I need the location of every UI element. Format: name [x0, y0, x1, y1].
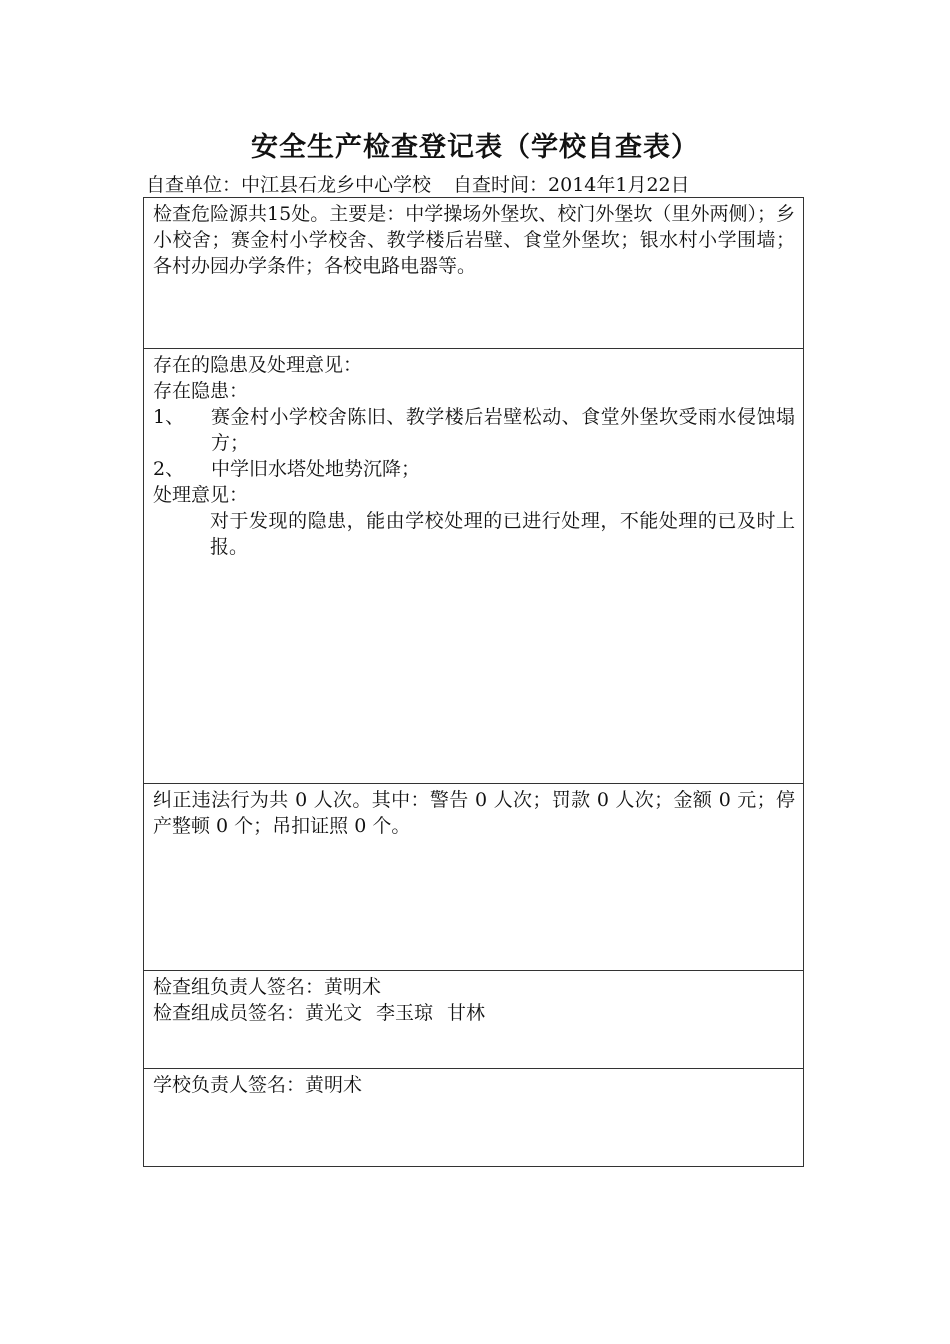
violations-cell	[144, 784, 803, 971]
hazard-item	[153, 456, 795, 482]
member-name: 黄光文	[305, 1002, 363, 1024]
hazard-item	[153, 404, 795, 456]
member-name: 李玉琼	[376, 1002, 434, 1024]
inspection-members-signature	[153, 1000, 795, 1026]
members-label: 检查组成员签名：	[153, 1002, 306, 1024]
violations-text: 纠正违法行为共 0 人次。其中：警告 0 人次；罚款 0 人次；金额 0 元；停产整顿 0 个；吊扣证照 0 个。	[153, 789, 795, 837]
hazard-item-number: 1、	[153, 406, 185, 428]
hazard-sources-cell	[144, 198, 803, 349]
hazard-item-text: 赛金村小学校舍陈旧、教学楼后岩壁松动、食堂外堡坎受雨水侵蚀塌方；	[211, 406, 795, 454]
hazard-sources-text: 检查危险源共15处。主要是：中学操场外堡坎、校门外堡坎（里外两侧）；乡小校舍；赛金村小学校舍、教学楼后岩壁、食堂外堡坎；银水村小学围墙；各村办园办学条件；各校电路电器等。	[153, 203, 795, 277]
hazard-item-text: 中学旧水塔处地势沉降；	[211, 458, 421, 480]
hazards-subheading: 存在隐患：	[153, 380, 249, 402]
header-meta	[146, 173, 690, 197]
member-name: 甘林	[447, 1002, 486, 1024]
inspectors-cell	[144, 971, 803, 1069]
form-title: 安全生产检查登记表（学校自查表）	[251, 132, 699, 163]
inspection-form-table	[143, 197, 804, 1167]
inspection-date: 自查时间：2014年1月22日	[453, 174, 690, 196]
inspection-leader-signature: 检查组负责人签名：黄明术	[153, 976, 382, 998]
hazard-item-number: 2、	[153, 458, 185, 480]
hazards-heading: 存在的隐患及处理意见：	[153, 354, 363, 376]
opinion-heading: 处理意见：	[153, 484, 249, 506]
school-leader-signature: 学校负责人签名：黄明术	[153, 1074, 363, 1096]
opinion-text: 对于发现的隐患，能由学校处理的已进行处理，不能处理的已及时上报。	[210, 510, 795, 558]
inspecting-unit: 自查单位：中江县石龙乡中心学校	[146, 174, 432, 196]
hazards-cell	[144, 349, 803, 784]
school-leader-cell	[144, 1069, 803, 1166]
